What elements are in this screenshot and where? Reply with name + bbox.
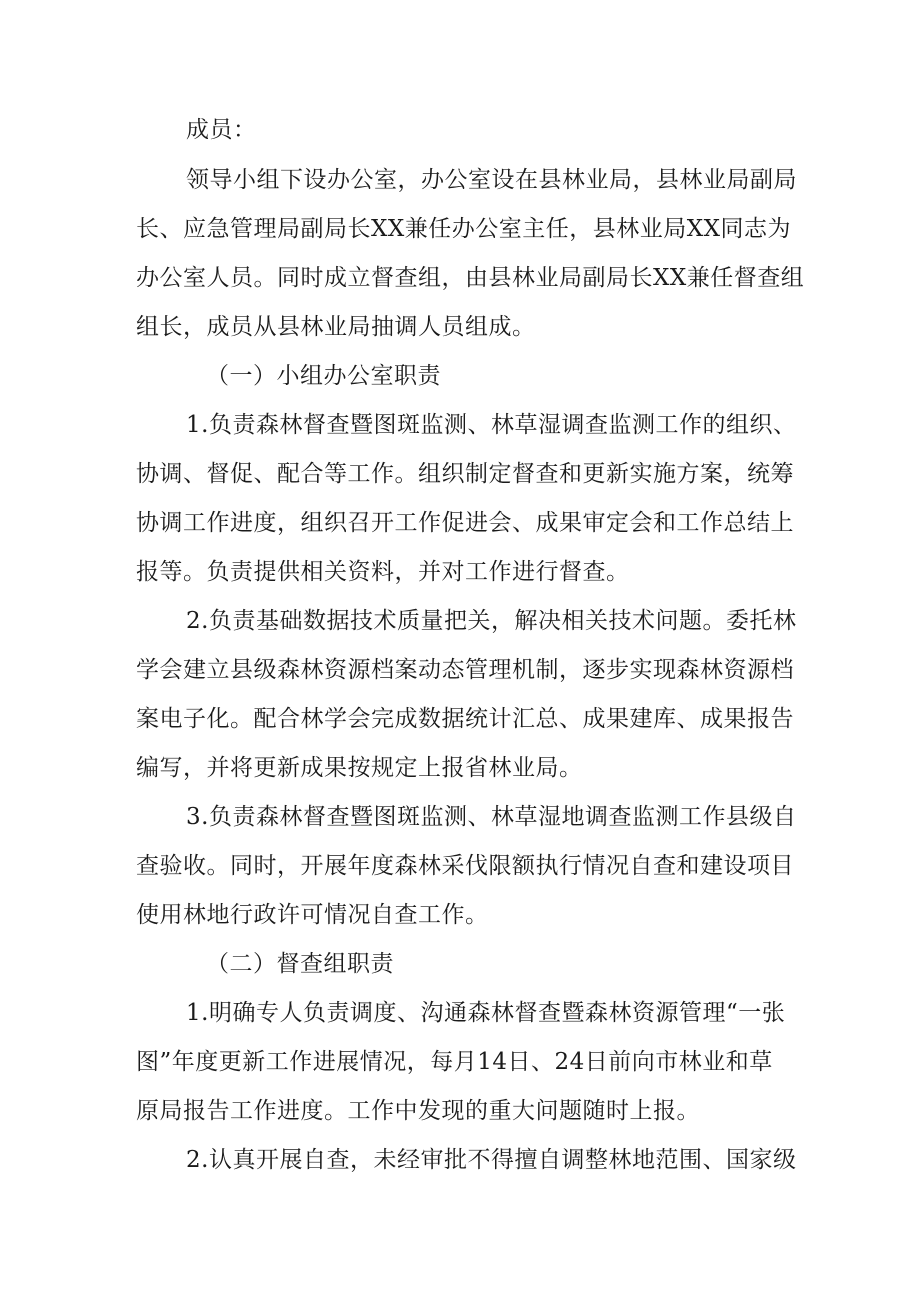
text-line: 办公室人员。同时成立督查组，由县林业局副局长XX兼任督查组: [136, 265, 805, 291]
text-line: 协调、督促、配合等工作。组织制定督查和更新实施方案，统筹: [136, 461, 794, 487]
text-line: 查验收。同时，开展年度森林采伐限额执行情况自查和建设项目: [136, 853, 794, 879]
text-line: 2.负责基础数据技术质量把关，解决相关技术问题。委托林: [186, 608, 797, 634]
text-line: 1.明确专人负责调度、沟通森林督查暨森林资源管理“一张: [186, 1000, 786, 1026]
text-line: 1.负责森林督查暨图斑监测、林草湿调查监测工作的组织、: [186, 412, 797, 438]
text-line: 学会建立县级森林资源档案动态管理机制，逐步实现森林资源档: [136, 657, 794, 683]
text-line: 报等。负责提供相关资料，并对工作进行督查。: [136, 559, 630, 585]
text-line: 图”年度更新工作进展情况，每月14日、24日前向市林业和草: [136, 1049, 773, 1075]
text-line: 3.负责森林督查暨图斑监测、林草湿地调查监测工作县级自: [186, 804, 797, 830]
text-line-members-label: 成员：: [186, 117, 257, 143]
text-line: 原局报告工作进度。工作中发现的重大问题随时上报。: [136, 1098, 700, 1124]
text-line: 使用林地行政许可情况自查工作。: [136, 902, 489, 928]
section-heading-office-duties: （一）小组办公室职责: [206, 363, 441, 389]
text-line: 长、应急管理局副局长XX兼任办公室主任，县林业局XX同志为: [136, 216, 791, 242]
text-line: 2.认真开展自查，未经审批不得擅自调整林地范围、国家级: [186, 1147, 797, 1173]
section-heading-inspection-duties: （二）督查组职责: [206, 951, 394, 977]
text-line: 领导小组下设办公室，办公室设在县林业局，县林业局副局: [186, 167, 797, 193]
text-line: 协调工作进度，组织召开工作促进会、成果审定会和工作总结上: [136, 510, 794, 536]
text-line: 编写，并将更新成果按规定上报省林业局。: [136, 755, 583, 781]
text-line: 案电子化。配合林学会完成数据统计汇总、成果建库、成果报告: [136, 706, 794, 732]
text-line: 组长，成员从县林业局抽调人员组成。: [136, 314, 536, 340]
